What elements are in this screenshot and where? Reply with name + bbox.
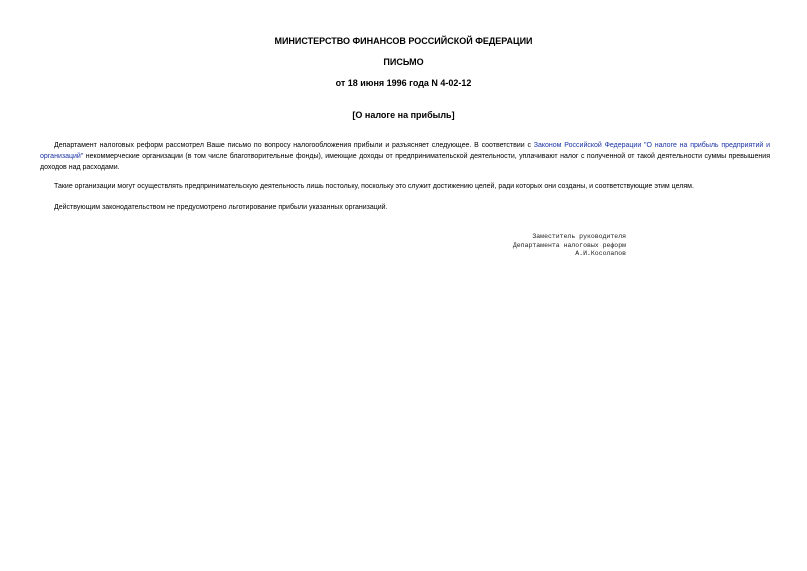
paragraph-3: Действующим законодательством не предусмотрено льготирование прибыли указанных организаций. — [54, 204, 388, 211]
signature-position: Заместитель руководителя — [532, 233, 626, 240]
ministry-title: МИНИСТЕРСТВО ФИНАНСОВ РОССИЙСКОЙ ФЕДЕРАЦИИ — [274, 36, 533, 46]
paragraph-1-text-start: Департамент налоговых реформ рассмотрел Ваше письмо по вопросу налогообложения прибыли и разъясняет следующее. В соответствии с — [54, 142, 534, 149]
document-subject: [О налоге на прибыль] — [352, 110, 455, 120]
document-date-number: от 18 июня 1996 года N 4-02-12 — [335, 78, 472, 88]
document-type: ПИСЬМО — [383, 57, 424, 67]
signature-block — [460, 233, 626, 259]
paragraph-1 — [40, 140, 770, 173]
signature-name: А.И.Косолапов — [575, 250, 626, 257]
signature-department: Департамента налоговых реформ — [512, 241, 626, 249]
law-on-profit-tax-link[interactable]: Законом Российской Федерации "О налоге на прибыль предприятий и организаций" — [40, 142, 770, 160]
paragraph-2: Такие организации могут осуществлять предпринимательскую деятельность лишь постольку, поскольку это служит достижению целей, ради которых они созданы, и соответствующие этим целям. — [54, 183, 694, 190]
paragraph-1-text-end: некоммерческие организации (в том числе благотворительные фонды), имеющие доходы от предпринимательской деятельности, уплачивают налог с полученной от такой деятельности суммы превышения доходов над расходами. — [40, 153, 770, 171]
